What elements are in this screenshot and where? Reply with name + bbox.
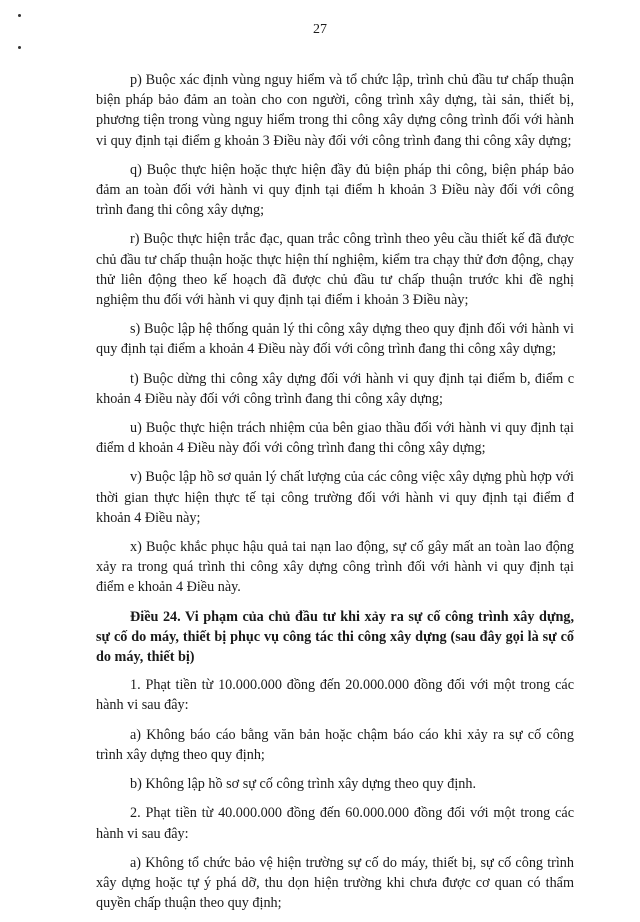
paragraph-x: x) Buộc khắc phục hậu quả tai nạn lao động, sự cố gây mất an toàn lao động xảy ra trong quá trình thi công xây dựng công trình đối với hành vi quy định tại điểm e khoản 4 Điều này. [96, 539, 574, 596]
clause-2: 2. Phạt tiền từ 40.000.000 đồng đến 60.000.000 đồng đối với một trong các hành vi sau đây: [96, 805, 574, 842]
document-body [96, 70, 574, 922]
paragraph-p: p) Buộc xác định vùng nguy hiểm và tổ chức lập, trình chủ đầu tư chấp thuận biện pháp bảo đảm an toàn cho con người, công trình xây dựng, tài sản, thiết bị, phương tiện trong vùng nguy hiểm trong thi công xây dựng công trình đối với hành vi quy định tại điểm g khoản 3 Điều này đối với công trình đang thi công xây dựng; [96, 72, 574, 149]
paragraph-s: s) Buộc lập hệ thống quản lý thi công xây dựng theo quy định đối với hành vi quy định tại điểm a khoản 4 Điều này đối với công trình đang thi công xây dựng; [96, 321, 574, 358]
article-heading: Điều 24. Vi phạm của chủ đầu tư khi xảy ra sự cố công trình xây dựng, sự cố do máy, thiết bị phục vụ công tác thi công xây dựng (sau đây gọi là sự cố do máy, thiết bị) [96, 608, 574, 666]
paragraph-u: u) Buộc thực hiện trách nhiệm của bên giao thầu đối với hành vi quy định tại điểm d khoản 4 Điều này đối với công trình đang thi công xây dựng; [96, 420, 574, 457]
paragraph-q: q) Buộc thực hiện hoặc thực hiện đầy đủ biện pháp thi công, biện pháp bảo đảm an toàn đối với hành vi quy định tại điểm h khoản 3 Điều này đối với công trình đang thi công xây dựng; [96, 161, 574, 219]
paragraph-v: v) Buộc lập hồ sơ quản lý chất lượng của các công việc xây dựng phù hợp với thời gian thực hiện thực tế tại công trường đối với hành vi quy định tại điểm đ khoản 4 Điều này; [96, 469, 574, 526]
page-number: 27 [313, 22, 327, 37]
paragraph-r: r) Buộc thực hiện trắc đạc, quan trắc công trình theo yêu cầu thiết kế đã được chủ đầu tư chấp thuận hoặc thực hiện thí nghiệm, kiểm tra chạy thử đơn động, chạy thử liên động theo kế hoạch đã được chủ đầu tư chấp thuận trước khi đề nghị nghiệm thu đối với hành vi quy định tại điểm i khoản 3 Điều này; [96, 231, 574, 309]
clause-1: 1. Phạt tiền từ 10.000.000 đồng đến 20.000.000 đồng đối với một trong các hành vi sau đây: [96, 677, 574, 714]
clause-2-point-a: a) Không tổ chức bảo vệ hiện trường sự cố do máy, thiết bị, sự cố công trình xây dựng hoặc tự ý phá dỡ, thu dọn hiện trường khi chưa được cơ quan có thẩm quyền chấp thuận theo quy định; [96, 854, 574, 912]
clause-1-point-b: b) Không lập hồ sơ sự cố công trình xây dựng theo quy định. [130, 776, 477, 793]
scan-mark [18, 14, 21, 17]
scan-mark [18, 46, 21, 49]
clause-1-point-a: a) Không báo cáo bằng văn bản hoặc chậm báo cáo khi xảy ra sự cố công trình xây dựng theo quy định; [96, 726, 574, 763]
paragraph-t: t) Buộc dừng thi công xây dựng đối với hành vi quy định tại điểm b, điểm c khoản 4 Điều này đối với công trình đang thi công xây dựng; [96, 370, 574, 407]
